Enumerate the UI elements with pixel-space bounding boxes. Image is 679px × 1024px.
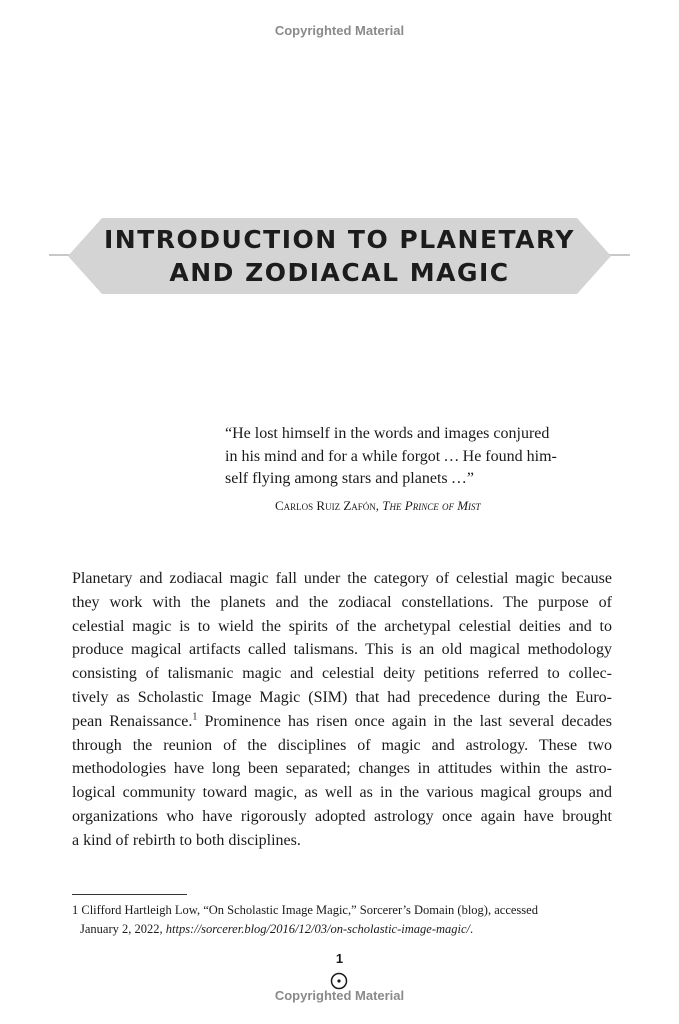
footnote-date: January 2, 2022,	[80, 922, 166, 936]
body-line-text: Prominence has risen once again in the last several decades	[197, 712, 612, 730]
attribution-separator: ,	[375, 498, 383, 513]
chapter-title-line-2: AND ZODIACAL MAGIC	[169, 258, 510, 287]
body-paragraph	[72, 567, 612, 853]
footnote	[72, 901, 592, 939]
body-line: logical community toward magic, as well as in the various magical groups and	[72, 784, 612, 802]
body-line: produce magical artifacts called talismans. This is an old magical methodology	[72, 641, 612, 659]
footnote-line-2	[72, 920, 592, 939]
footnote-rule	[72, 894, 187, 895]
body-line-text: pean Renaissance.	[72, 712, 193, 730]
footnote-line-1: 1 Clifford Hartleigh Low, “On Scholastic Image Magic,” Sorcerer’s Domain (blog), accessed	[72, 903, 538, 917]
chapter-title-line-1: INTRODUCTION TO PLANETARY	[104, 225, 575, 254]
epigraph-quote	[225, 423, 580, 491]
epigraph-work-title: The Prince of Mist	[382, 498, 481, 513]
epigraph-line: self flying among stars and planets …”	[225, 470, 474, 487]
footnote-url-link[interactable]: https://sorcerer.blog/2016/12/03/on-scholastic-image-magic/	[165, 922, 470, 936]
body-line: organizations who have rigorously adopted astrology once again have brought	[72, 807, 612, 825]
body-line: tively as Scholastic Image Magic (SIM) that had precedence during the Euro-	[72, 688, 612, 706]
epigraph-attribution	[275, 498, 481, 514]
epigraph-line: in his mind and for a while forgot … He found him-	[225, 447, 557, 465]
epigraph-author: Carlos Ruiz Zafón	[275, 498, 376, 513]
copyright-header: Copyrighted Material	[274, 23, 405, 38]
footnote-end: .	[470, 922, 474, 936]
body-line: consisting of talismanic magic and celestial deity petitions referred to collec-	[72, 665, 612, 683]
copyright-footer: Copyrighted Material	[274, 988, 405, 1003]
footnote-marker[interactable]: 1	[192, 711, 198, 723]
page-number: 1	[335, 951, 344, 966]
body-line: a kind of rebirth to both disciplines.	[72, 831, 301, 849]
body-line	[72, 710, 612, 734]
body-line: celestial magic is to wield the spirits of the archetypal celestial deities and to	[72, 617, 612, 635]
body-line: through the reunion of the disciplines of magic and astrology. These two	[72, 736, 612, 754]
epigraph-line: “He lost himself in the words and images conjured	[225, 425, 550, 442]
body-line: they work with the planets and the zodiacal constellations. The purpose of	[72, 593, 612, 611]
body-line: Planetary and zodiacal magic fall under the category of celestial magic because	[72, 570, 612, 587]
body-line: methodologies have long been separated; changes in attitudes within the astro-	[72, 760, 612, 778]
